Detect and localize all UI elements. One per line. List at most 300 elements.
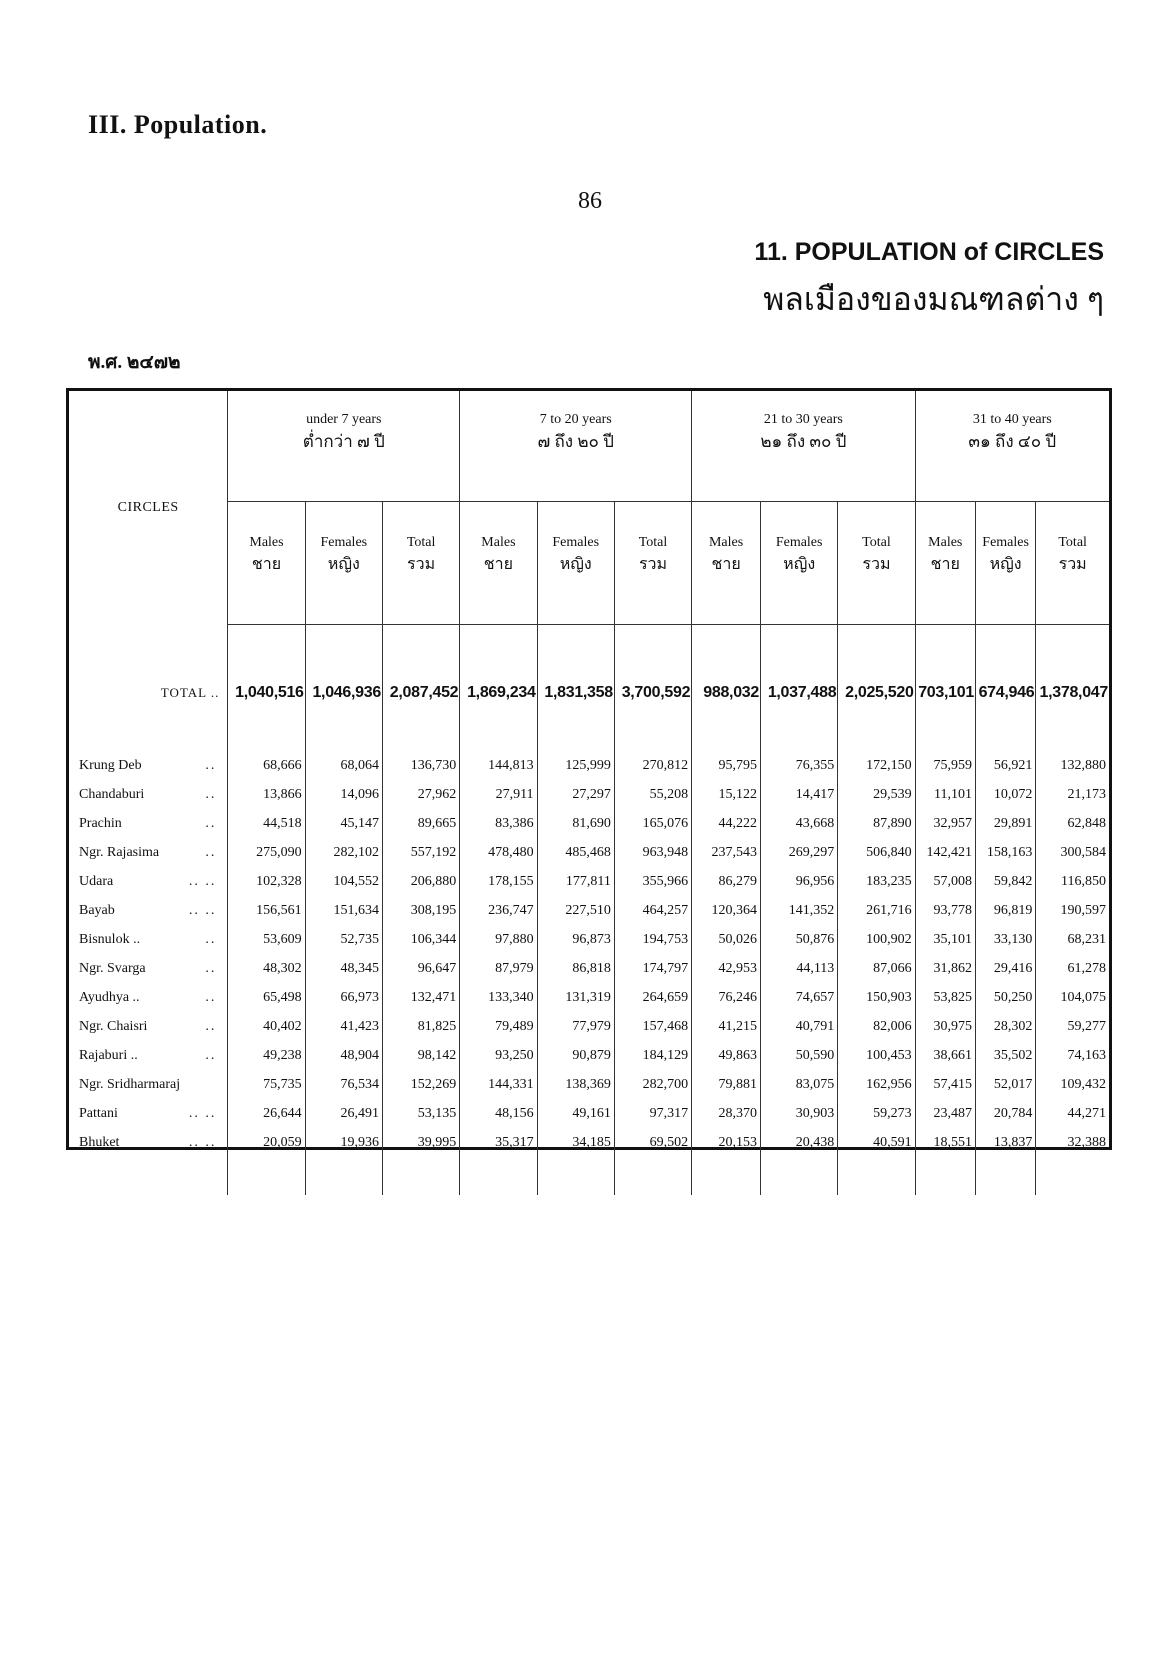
data-cell: 77,979 bbox=[537, 1012, 614, 1041]
data-cell: 59,273 bbox=[838, 1099, 915, 1128]
table-row bbox=[69, 925, 1109, 954]
total-cell: 1,831,358 bbox=[537, 671, 614, 715]
data-cell: 183,235 bbox=[838, 867, 915, 896]
data-cell: 20,153 bbox=[692, 1128, 761, 1157]
data-cell: 87,979 bbox=[460, 954, 537, 983]
spacer-cell bbox=[838, 715, 915, 751]
circle-name: Ngr. Svarga bbox=[79, 960, 146, 976]
spacer-cell bbox=[838, 1157, 915, 1195]
subheader-thai: รวม bbox=[638, 556, 668, 573]
data-cell: 308,195 bbox=[382, 896, 459, 925]
data-cell: 116,850 bbox=[1061, 873, 1106, 889]
data-cell: 32,957 bbox=[915, 809, 975, 838]
data-cell: 93,778 bbox=[915, 896, 975, 925]
leader-dots: .. .. bbox=[188, 902, 217, 918]
data-cell: 18,551 bbox=[915, 1128, 975, 1157]
data-cell: 27,911 bbox=[460, 780, 537, 809]
leader-dots: .. bbox=[205, 960, 217, 976]
spacer-cell bbox=[838, 625, 915, 672]
table-row bbox=[69, 1128, 1109, 1157]
data-cell: 76,246 bbox=[692, 983, 761, 1012]
circle-name-cell bbox=[69, 809, 228, 838]
data-cell: 141,352 bbox=[761, 896, 838, 925]
subheader-english: Females bbox=[320, 535, 368, 550]
table-row bbox=[69, 954, 1109, 983]
data-cell: 44,222 bbox=[692, 809, 761, 838]
data-cell: 50,250 bbox=[975, 983, 1035, 1012]
subheader-thai: ชาย bbox=[930, 556, 960, 573]
total-label bbox=[69, 671, 228, 715]
subheader-thai: ชาย bbox=[711, 556, 741, 573]
data-cell: 79,489 bbox=[460, 1012, 537, 1041]
data-cell: 270,812 bbox=[614, 751, 691, 780]
data-cell: 45,147 bbox=[305, 809, 382, 838]
spacer-cell bbox=[975, 715, 1035, 751]
data-cell: 55,208 bbox=[614, 780, 691, 809]
data-cell: 15,122 bbox=[692, 780, 761, 809]
data-cell: 28,370 bbox=[692, 1099, 761, 1128]
data-cell: 27,297 bbox=[537, 780, 614, 809]
data-cell: 50,026 bbox=[692, 925, 761, 954]
age-group-header bbox=[228, 391, 460, 502]
data-cell: 264,659 bbox=[614, 983, 691, 1012]
data-cell: 53,825 bbox=[915, 983, 975, 1012]
data-cell: 56,921 bbox=[975, 751, 1035, 780]
data-cell: 48,345 bbox=[305, 954, 382, 983]
data-cell: 93,250 bbox=[460, 1041, 537, 1070]
data-cell: 132,880 bbox=[1060, 757, 1106, 773]
data-cell: 34,185 bbox=[537, 1128, 614, 1157]
spacer-cell bbox=[228, 715, 305, 751]
spacer-cell bbox=[382, 1157, 459, 1195]
data-cell: 20,438 bbox=[761, 1128, 838, 1157]
data-cell: 152,269 bbox=[382, 1070, 459, 1099]
spacer-row bbox=[69, 625, 1109, 672]
data-cell: 89,665 bbox=[382, 809, 459, 838]
data-cell: 50,876 bbox=[761, 925, 838, 954]
age-group-thai: ๒๑ ถึง ๓๐ ปี bbox=[760, 432, 847, 451]
data-cell: 282,102 bbox=[305, 838, 382, 867]
subheader-english: Males bbox=[249, 535, 284, 550]
table-row bbox=[69, 838, 1109, 867]
data-cell: 33,130 bbox=[975, 925, 1035, 954]
data-cell: 19,936 bbox=[305, 1128, 382, 1157]
spacer-row bbox=[69, 715, 1109, 751]
table-row bbox=[69, 1041, 1109, 1070]
data-cell: 53,135 bbox=[382, 1099, 459, 1128]
data-cell: 27,962 bbox=[382, 780, 459, 809]
spacer-cell bbox=[1036, 1157, 1109, 1195]
data-cell: 21,173 bbox=[1067, 786, 1106, 802]
data-cell: 74,163 bbox=[1067, 1047, 1106, 1063]
subheader-females bbox=[537, 502, 614, 625]
data-cell: 52,017 bbox=[975, 1070, 1035, 1099]
age-group-thai: ๗ ถึง ๒๐ ปี bbox=[537, 432, 614, 451]
population-table bbox=[66, 388, 1112, 1150]
total-cell: 1,378,047 bbox=[1039, 684, 1108, 701]
data-cell: 50,590 bbox=[761, 1041, 838, 1070]
spacer-cell bbox=[305, 625, 382, 672]
circles-column-header: CIRCLES bbox=[69, 391, 228, 625]
subheader-thai: รวม bbox=[862, 556, 891, 573]
data-cell: 172,150 bbox=[838, 751, 915, 780]
age-group-thai: ๓๑ ถึง ๔๐ ปี bbox=[968, 432, 1057, 451]
data-cell: 96,647 bbox=[382, 954, 459, 983]
data-cell: 66,973 bbox=[305, 983, 382, 1012]
leader-dots: .. bbox=[205, 1047, 217, 1063]
total-label-dots: .. bbox=[210, 685, 220, 700]
data-cell: 478,480 bbox=[460, 838, 537, 867]
data-cell: 35,317 bbox=[460, 1128, 537, 1157]
subheader-males bbox=[228, 502, 305, 625]
spacer-cell bbox=[537, 715, 614, 751]
data-body bbox=[69, 751, 1109, 1157]
subheader-thai: หญิง bbox=[783, 556, 816, 573]
data-cell: 156,561 bbox=[228, 896, 305, 925]
data-cell: 11,101 bbox=[915, 780, 975, 809]
circle-name-cell bbox=[69, 954, 228, 983]
circle-name: Prachin bbox=[79, 815, 122, 831]
subheader-english: Total bbox=[638, 535, 668, 550]
data-cell: 39,995 bbox=[382, 1128, 459, 1157]
data-cell: 261,716 bbox=[838, 896, 915, 925]
data-cell: 53,609 bbox=[228, 925, 305, 954]
data-cell: 96,956 bbox=[761, 867, 838, 896]
data-cell: 74,657 bbox=[761, 983, 838, 1012]
data-cell: 43,668 bbox=[761, 809, 838, 838]
spacer-cell bbox=[460, 715, 537, 751]
table-row bbox=[69, 867, 1109, 896]
spacer-cell bbox=[761, 625, 838, 672]
circle-name-cell bbox=[69, 1099, 228, 1128]
data-cell: 144,813 bbox=[460, 751, 537, 780]
table-row bbox=[69, 780, 1109, 809]
total-cell: 703,101 bbox=[915, 671, 975, 715]
data-cell: 44,271 bbox=[1067, 1105, 1106, 1121]
data-cell: 557,192 bbox=[382, 838, 459, 867]
table-row bbox=[69, 751, 1109, 780]
subheader-males bbox=[692, 502, 761, 625]
circle-name: Ngr. Rajasima bbox=[79, 844, 160, 860]
subheader-english: Females bbox=[552, 535, 600, 550]
data-cell: 109,432 bbox=[1060, 1076, 1106, 1092]
data-cell: 86,818 bbox=[537, 954, 614, 983]
data-cell: 30,903 bbox=[761, 1099, 838, 1128]
table-row bbox=[69, 896, 1109, 925]
subheader-thai: ชาย bbox=[251, 556, 282, 573]
circle-name-cell bbox=[69, 867, 228, 896]
subheader-males bbox=[460, 502, 537, 625]
total-cell: 674,946 bbox=[975, 671, 1035, 715]
circle-name-cell bbox=[69, 751, 228, 780]
data-cell: 75,735 bbox=[228, 1070, 305, 1099]
total-cell: 1,046,936 bbox=[305, 671, 382, 715]
data-cell: 20,784 bbox=[975, 1099, 1035, 1128]
data-cell: 184,129 bbox=[614, 1041, 691, 1070]
data-cell: 162,956 bbox=[838, 1070, 915, 1099]
circle-name-cell bbox=[69, 1041, 228, 1070]
data-cell: 151,634 bbox=[305, 896, 382, 925]
data-cell: 59,277 bbox=[1067, 1018, 1106, 1034]
subheader-total bbox=[614, 502, 691, 625]
circle-name: Chandaburi bbox=[79, 786, 145, 802]
subheader-english: Total bbox=[406, 535, 436, 550]
leader-dots: .. bbox=[205, 786, 217, 802]
spacer-cell bbox=[69, 1157, 228, 1195]
data-cell: 86,279 bbox=[692, 867, 761, 896]
data-cell: 44,113 bbox=[761, 954, 838, 983]
age-group-english: 31 to 40 years bbox=[972, 412, 1052, 427]
data-cell: 157,468 bbox=[614, 1012, 691, 1041]
data-cell: 97,317 bbox=[614, 1099, 691, 1128]
data-cell: 83,386 bbox=[460, 809, 537, 838]
subheader-english: Total bbox=[862, 535, 891, 550]
circle-name-cell bbox=[69, 1012, 228, 1041]
total-cell: 1,040,516 bbox=[228, 671, 305, 715]
data-cell: 106,344 bbox=[382, 925, 459, 954]
section-heading: III. Population. bbox=[88, 110, 268, 139]
age-group-header bbox=[915, 391, 1109, 502]
data-cell: 68,666 bbox=[228, 751, 305, 780]
leader-dots: .. .. bbox=[188, 1134, 217, 1150]
data-cell: 236,747 bbox=[460, 896, 537, 925]
data-cell: 10,072 bbox=[975, 780, 1035, 809]
data-cell: 100,453 bbox=[838, 1041, 915, 1070]
subheader-total bbox=[382, 502, 459, 625]
age-group-header bbox=[460, 391, 692, 502]
data-cell: 42,953 bbox=[692, 954, 761, 983]
data-cell: 69,502 bbox=[614, 1128, 691, 1157]
spacer-cell bbox=[1036, 625, 1109, 672]
data-cell: 57,008 bbox=[915, 867, 975, 896]
leader-dots: .. .. bbox=[188, 1105, 217, 1121]
data-cell: 98,142 bbox=[382, 1041, 459, 1070]
spacer-cell bbox=[761, 715, 838, 751]
spacer-cell bbox=[228, 1157, 305, 1195]
subheader-total bbox=[838, 502, 915, 625]
table-row bbox=[69, 983, 1109, 1012]
data-cell: 14,417 bbox=[761, 780, 838, 809]
spacer-cell bbox=[537, 625, 614, 672]
leader-dots: .. bbox=[205, 757, 217, 773]
data-cell: 41,215 bbox=[692, 1012, 761, 1041]
age-group-header bbox=[692, 391, 915, 502]
data-cell: 76,534 bbox=[305, 1070, 382, 1099]
subheader-english: Males bbox=[708, 535, 744, 550]
subheader-english: Total bbox=[1058, 535, 1087, 550]
circle-name: Bayab bbox=[79, 902, 115, 918]
subheader-english: Females bbox=[982, 535, 1029, 550]
data-cell: 13,866 bbox=[228, 780, 305, 809]
total-cell: 2,087,452 bbox=[382, 671, 459, 715]
data-cell: 41,423 bbox=[305, 1012, 382, 1041]
data-cell: 194,753 bbox=[614, 925, 691, 954]
data-cell: 49,863 bbox=[692, 1041, 761, 1070]
subheader-thai: หญิง bbox=[327, 556, 360, 573]
data-cell: 269,297 bbox=[761, 838, 838, 867]
year-label: พ.ศ. ๒๔๗๒ bbox=[88, 352, 181, 373]
data-cell: 104,552 bbox=[305, 867, 382, 896]
subheader-females bbox=[305, 502, 382, 625]
total-cell: 988,032 bbox=[692, 671, 761, 715]
data-cell: 31,862 bbox=[915, 954, 975, 983]
data-cell: 97,880 bbox=[460, 925, 537, 954]
data-cell: 81,825 bbox=[382, 1012, 459, 1041]
subheader-english: Females bbox=[775, 535, 823, 550]
data-cell: 131,319 bbox=[537, 983, 614, 1012]
data-cell: 49,238 bbox=[228, 1041, 305, 1070]
table-title-thai: พลเมืองของมณฑลต่าง ๆ bbox=[763, 281, 1104, 317]
leader-dots: .. bbox=[205, 989, 217, 1005]
data-cell: 206,880 bbox=[382, 867, 459, 896]
data-cell: 40,591 bbox=[838, 1128, 915, 1157]
data-cell: 87,066 bbox=[838, 954, 915, 983]
data-cell: 68,231 bbox=[1067, 931, 1106, 947]
subheader-females bbox=[761, 502, 838, 625]
spacer-cell bbox=[1036, 715, 1109, 751]
data-cell: 142,421 bbox=[915, 838, 975, 867]
data-cell: 44,518 bbox=[228, 809, 305, 838]
data-cell: 81,690 bbox=[537, 809, 614, 838]
spacer-cell bbox=[761, 1157, 838, 1195]
circle-name: Ngr. Sridharmaraj bbox=[79, 1076, 181, 1092]
circle-name: Krung Deb bbox=[79, 757, 142, 773]
total-cell: 3,700,592 bbox=[614, 671, 691, 715]
data-cell: 28,302 bbox=[975, 1012, 1035, 1041]
subheader-thai: ชาย bbox=[483, 556, 514, 573]
data-cell: 87,890 bbox=[838, 809, 915, 838]
data-cell: 35,502 bbox=[975, 1041, 1035, 1070]
subheader-thai: หญิง bbox=[559, 556, 592, 573]
age-group-thai: ต่ำกว่า ๗ ปี bbox=[302, 432, 385, 451]
circle-name-cell bbox=[69, 896, 228, 925]
total-row bbox=[69, 671, 1109, 715]
circle-name: Rajaburi .. bbox=[79, 1047, 138, 1063]
data-cell: 120,364 bbox=[692, 896, 761, 925]
age-group-english: 7 to 20 years bbox=[539, 412, 612, 427]
data-cell: 68,064 bbox=[305, 751, 382, 780]
data-cell: 506,840 bbox=[838, 838, 915, 867]
data-cell: 23,487 bbox=[915, 1099, 975, 1128]
data-cell: 300,584 bbox=[1060, 844, 1106, 860]
spacer-cell bbox=[614, 715, 691, 751]
data-cell: 275,090 bbox=[228, 838, 305, 867]
spacer-cell bbox=[537, 1157, 614, 1195]
data-cell: 40,791 bbox=[761, 1012, 838, 1041]
data-cell: 57,415 bbox=[915, 1070, 975, 1099]
subheader-thai: หญิง bbox=[989, 556, 1022, 573]
circle-name-cell bbox=[69, 780, 228, 809]
circle-name: Ngr. Chaisri bbox=[79, 1018, 148, 1034]
age-group-english: under 7 years bbox=[306, 412, 382, 427]
data-cell: 136,730 bbox=[382, 751, 459, 780]
circle-name: Bhuket bbox=[79, 1134, 120, 1150]
data-cell: 49,161 bbox=[537, 1099, 614, 1128]
leader-dots: .. bbox=[205, 815, 217, 831]
data-cell: 48,904 bbox=[305, 1041, 382, 1070]
data-cell: 138,369 bbox=[537, 1070, 614, 1099]
subheader-thai: รวม bbox=[407, 556, 436, 573]
spacer-cell bbox=[614, 625, 691, 672]
spacer-cell bbox=[975, 1157, 1035, 1195]
page-number: 86 bbox=[578, 188, 602, 214]
data-cell: 32,388 bbox=[1067, 1134, 1106, 1150]
spacer-cell bbox=[228, 625, 305, 672]
subheader-total bbox=[1036, 502, 1109, 625]
spacer-cell bbox=[614, 1157, 691, 1195]
population-grid bbox=[69, 391, 1109, 1195]
circle-name-cell bbox=[69, 983, 228, 1012]
tail-row bbox=[69, 1157, 1109, 1195]
circle-name-cell bbox=[69, 838, 228, 867]
table-row bbox=[69, 1099, 1109, 1128]
spacer-cell bbox=[382, 625, 459, 672]
data-cell: 158,163 bbox=[975, 838, 1035, 867]
total-cell: 1,869,234 bbox=[460, 671, 537, 715]
leader-dots: .. bbox=[205, 931, 217, 947]
data-cell: 35,101 bbox=[915, 925, 975, 954]
data-cell: 282,700 bbox=[614, 1070, 691, 1099]
table-row bbox=[69, 1070, 1109, 1099]
data-cell: 125,999 bbox=[537, 751, 614, 780]
data-cell: 237,543 bbox=[692, 838, 761, 867]
data-cell: 48,302 bbox=[228, 954, 305, 983]
total-cell: 2,025,520 bbox=[838, 671, 915, 715]
data-cell: 178,155 bbox=[460, 867, 537, 896]
subheader-english: Males bbox=[481, 535, 516, 550]
data-cell: 26,644 bbox=[228, 1099, 305, 1128]
table-row bbox=[69, 1012, 1109, 1041]
subheader-english: Males bbox=[928, 535, 963, 550]
data-cell: 29,539 bbox=[838, 780, 915, 809]
spacer-cell bbox=[382, 715, 459, 751]
data-cell: 355,966 bbox=[614, 867, 691, 896]
table-row bbox=[69, 809, 1109, 838]
spacer-cell bbox=[460, 625, 537, 672]
data-cell: 165,076 bbox=[614, 809, 691, 838]
spacer-cell bbox=[975, 625, 1035, 672]
data-cell: 133,340 bbox=[460, 983, 537, 1012]
data-cell: 95,795 bbox=[692, 751, 761, 780]
data-cell: 144,331 bbox=[460, 1070, 537, 1099]
data-cell: 13,837 bbox=[975, 1128, 1035, 1157]
data-cell: 38,661 bbox=[915, 1041, 975, 1070]
data-cell: 174,797 bbox=[614, 954, 691, 983]
data-cell: 48,156 bbox=[460, 1099, 537, 1128]
subheader-thai: รวม bbox=[1058, 556, 1087, 573]
data-cell: 177,811 bbox=[537, 867, 614, 896]
circle-name-cell bbox=[69, 925, 228, 954]
spacer-cell bbox=[692, 1157, 761, 1195]
table-title-english: 11. POPULATION of CIRCLES bbox=[754, 238, 1104, 266]
data-cell: 61,278 bbox=[1067, 960, 1106, 976]
age-group-english: 21 to 30 years bbox=[763, 412, 843, 427]
data-cell: 75,959 bbox=[915, 751, 975, 780]
data-cell: 26,491 bbox=[305, 1099, 382, 1128]
circle-name-cell bbox=[69, 1128, 228, 1157]
data-cell: 40,402 bbox=[228, 1012, 305, 1041]
subheader-females bbox=[975, 502, 1035, 625]
data-cell: 190,597 bbox=[1060, 902, 1106, 918]
data-cell: 79,881 bbox=[692, 1070, 761, 1099]
leader-dots: .. .. bbox=[188, 873, 217, 889]
total-cell: 1,037,488 bbox=[761, 671, 838, 715]
spacer-cell bbox=[69, 715, 228, 751]
data-cell: 65,498 bbox=[228, 983, 305, 1012]
circle-name-cell bbox=[69, 1070, 228, 1099]
data-cell: 132,471 bbox=[382, 983, 459, 1012]
data-cell: 464,257 bbox=[614, 896, 691, 925]
